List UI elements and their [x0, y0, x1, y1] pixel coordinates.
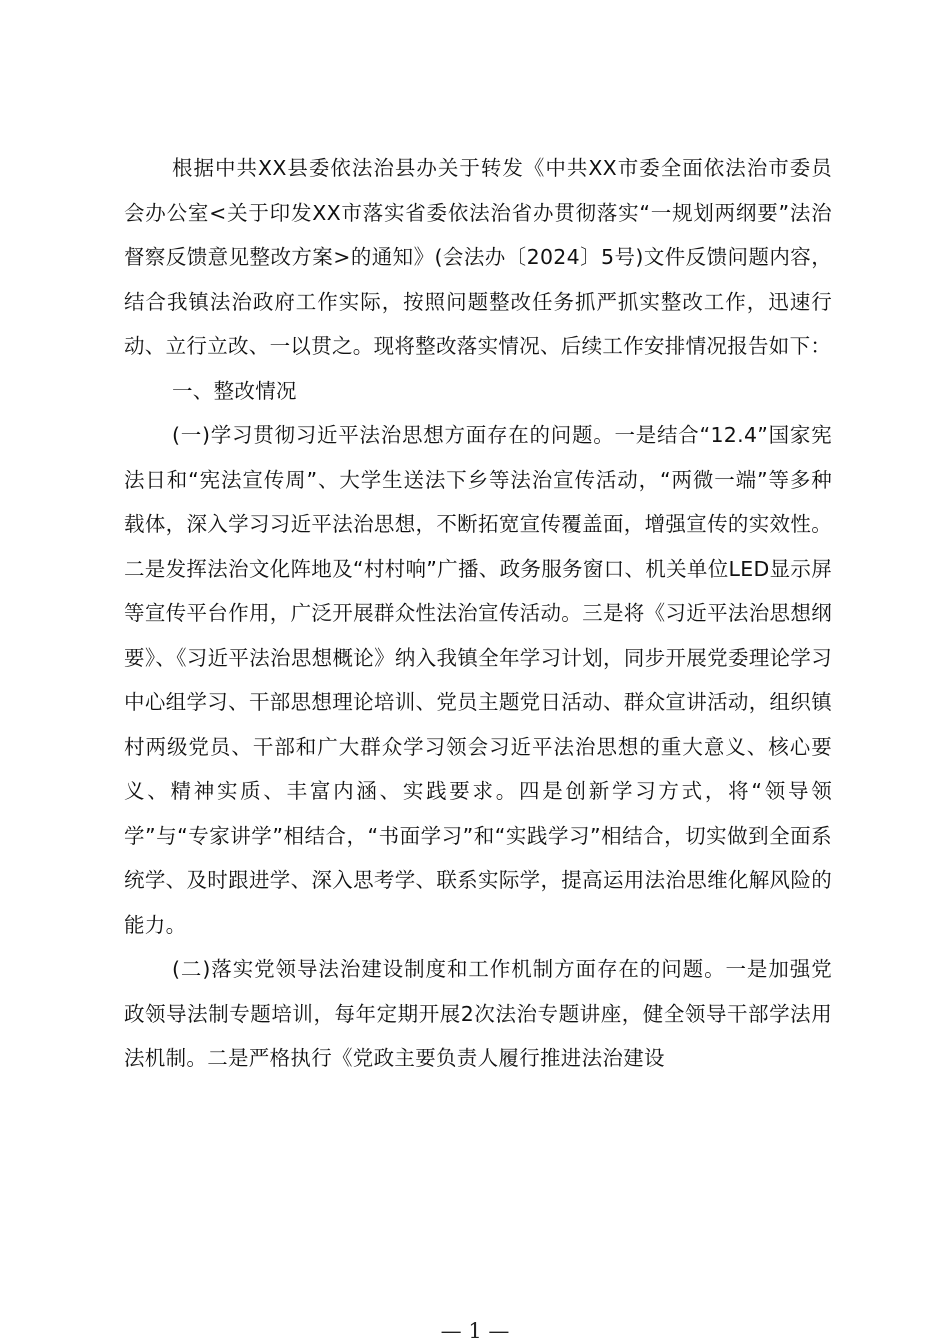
document-body	[124, 146, 832, 1081]
section-heading: 一、整改情况	[172, 378, 297, 403]
subsection-paragraph-1: (一)学习贯彻习近平法治思想方面存在的问题。一是结合“12.4”国家宪法日和“宪法宣传周”、大学生送法下乡等法治宣传活动，“两微一端”等多种载体，深入学习习近平法治思想，不断拓宽宣传覆盖面，增强宣传的实效性。二是发挥法治文化阵地及“村村响”广播、政务服务窗口、机关单位LED显示屏等宣传平台作用，广泛开展群众性法治宣传活动。三是将《习近平法治思想纲要》、《习近平法治思想概论》纳入我镇全年学习计划，同步开展党委理论学习中心组学习、干部思想理论培训、党员主题党日活动、群众宣讲活动，组织镇村两级党员、干部和广大群众学习领会习近平法治思想的重大意义、核心要义、精神实质、丰富内涵、实践要求。四是创新学习方式，将“领导领学”与“专家讲学”相结合，“书面学习”和“实践学习”相结合，切实做到全面系统学、及时跟进学、深入思考学、联系实际学，提高运用法治思维化解风险的能力。	[124, 423, 832, 937]
page-number: — 1 —	[440, 1319, 510, 1343]
intro-paragraph: 根据中共XX县委依法治县办关于转发《中共XX市委全面依法治市委员会办公室<关于印发XX市落实省委依法治省办贯彻落实“一规划两纲要”法治督察反馈意见整改方案>的通知》(会法办〔2024〕5号)文件反馈问题内容，结合我镇法治政府工作实际，按照问题整改任务抓严抓实整改工作，迅速行动、立行立改、一以贯之。现将整改落实情况、后续工作安排情况报告如下：	[124, 156, 832, 358]
subsection-paragraph-2: (二)落实党领导法治建设制度和工作机制方面存在的问题。一是加强党政领导法制专题培训，每年定期开展2次法治专题讲座，健全领导干部学法用法机制。二是严格执行《党政主要负责人履行推进法治建设	[124, 957, 832, 1070]
